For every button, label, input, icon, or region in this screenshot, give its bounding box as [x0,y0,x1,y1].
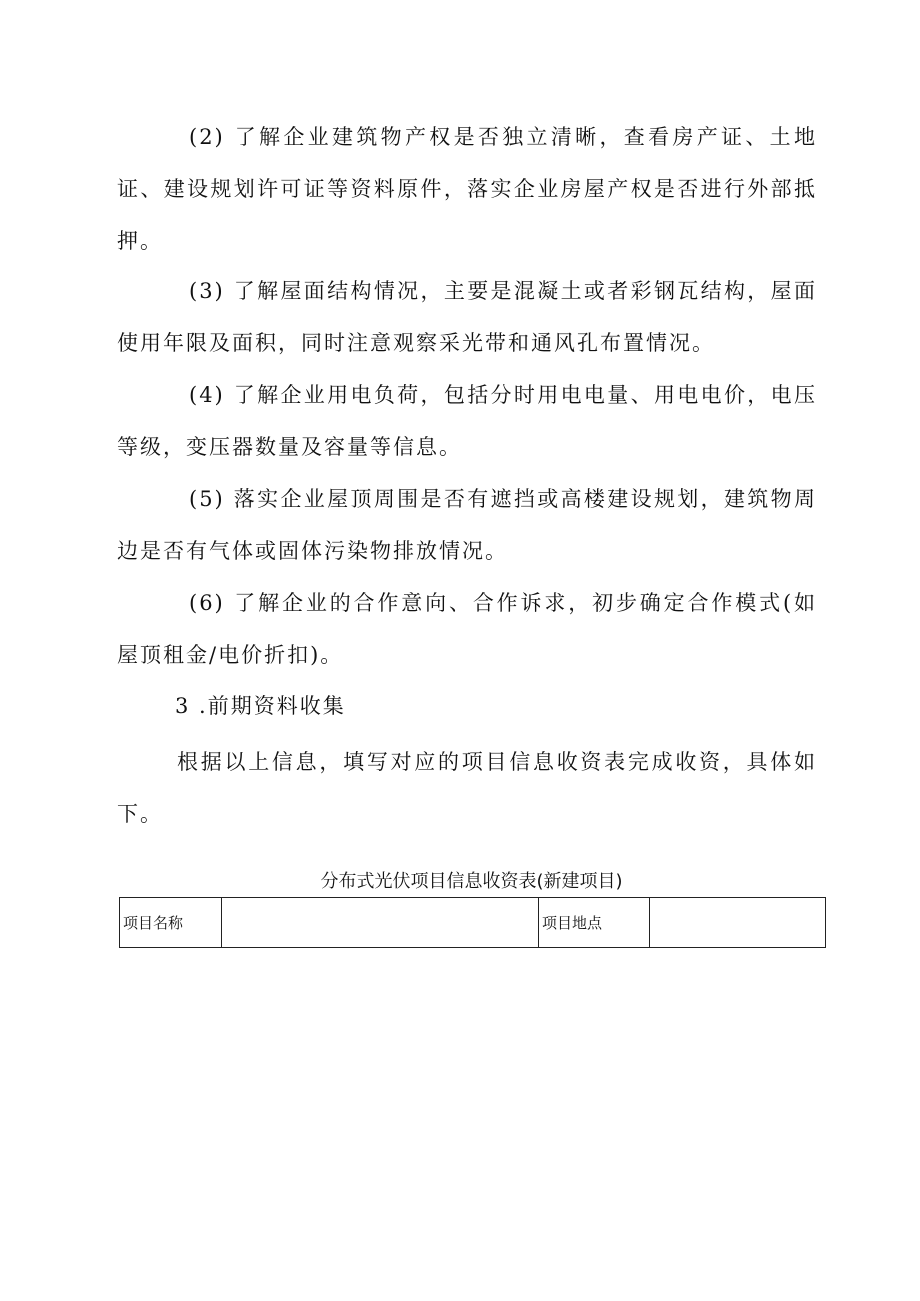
table-title: 分布式光伏项目信息收资表(新建项目) [320,871,623,892]
paragraph-item-3: (3) 了解屋面结构情况，主要是混凝土或者彩钢瓦结构，屋面使用年限及面积，同时注意观察采光带和通风孔布置情况。 [117,279,817,355]
paragraph-item-2: (2) 了解企业建筑物产权是否独立清晰，查看房产证、土地证、建设规划许可证等资料原件，落实企业房屋产权是否进行外部抵押。 [117,125,817,253]
project-location-cell[interactable] [650,898,826,948]
paragraph-item-4: (4) 了解企业用电负荷，包括分时用电电量、用电电价，电压等级，变压器数量及容量等信息。 [117,383,817,459]
table-row [120,898,826,948]
section-body: 根据以上信息，填写对应的项目信息收资表完成收资，具体如下。 [117,750,817,826]
paragraph-item-5: (5) 落实企业屋顶周围是否有遮挡或高楼建设规划，建筑物周边是否有气体或固体污染物排放情况。 [117,487,817,563]
project-name-cell[interactable] [222,898,539,948]
project-info-table [119,897,826,948]
project-location-label: 项目地点 [539,898,650,948]
project-name-label: 项目名称 [120,898,222,948]
paragraph-item-6: (6) 了解企业的合作意向、合作诉求，初步确定合作模式(如屋顶租金/电价折扣)。 [117,591,817,667]
section-heading: 3 .前期资料收集 [175,694,346,718]
